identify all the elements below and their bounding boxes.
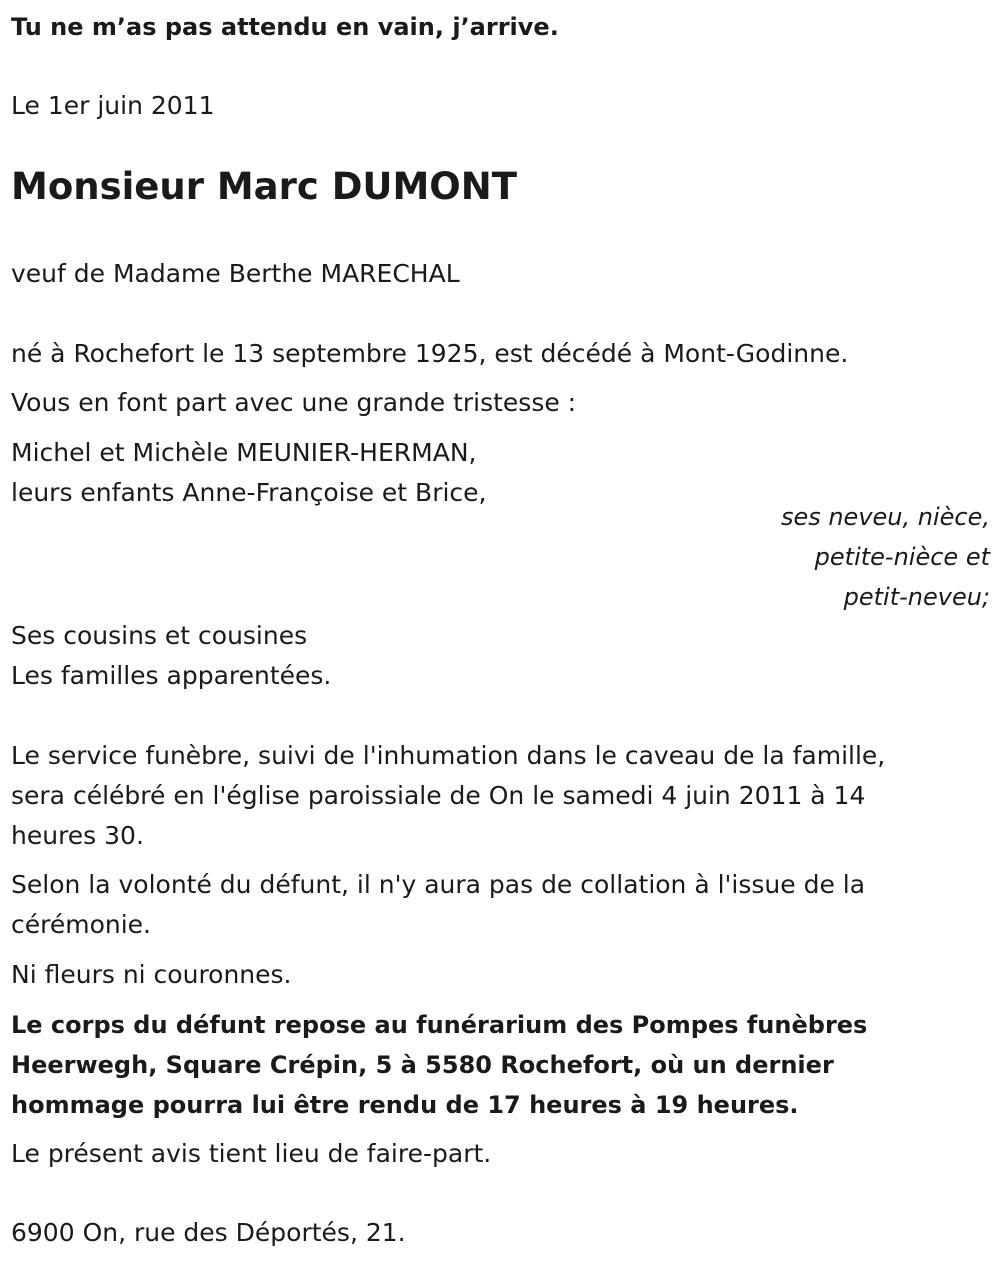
collation-line-1: Selon la volonté du défunt, il n'y aura pas de collation à l'issue de la xyxy=(11,870,866,899)
family-line-1: Michel et Michèle MEUNIER-HERMAN, xyxy=(11,438,477,467)
viewing-line-3: hommage pourra lui être rendu de 17 heures à 19 heures. xyxy=(11,1091,799,1119)
address-line: 6900 On, rue des Déportés, 21. xyxy=(11,1218,406,1247)
collation-line-2: cérémonie. xyxy=(11,910,152,939)
family-relation-line-3: petit-neveu; xyxy=(843,583,990,611)
service-line-2: sera célébré en l'église paroissiale de On le samedi 4 juin 2011 à 14 xyxy=(11,781,866,810)
viewing-line-1: Le corps du défunt repose au funérarium des Pompes funèbres xyxy=(11,1011,868,1039)
family-relation-line-1: ses neveu, nièce, xyxy=(780,503,990,531)
viewing-line-2: Heerwegh, Square Crépin, 5 à 5580 Rochefort, où un dernier xyxy=(11,1051,834,1079)
deceased-name: Monsieur Marc DUMONT xyxy=(11,165,517,208)
notice-date: Le 1er juin 2011 xyxy=(11,91,215,120)
family-line-2: leurs enfants Anne-Françoise et Brice, xyxy=(11,478,487,507)
flowers-line: Ni fleurs ni couronnes. xyxy=(11,960,292,989)
cousins-line: Ses cousins et cousines xyxy=(11,621,308,650)
family-relation-line-2: petite-nièce et xyxy=(814,543,990,571)
faire-part-line: Le présent avis tient lieu de faire-part. xyxy=(11,1139,492,1168)
service-line-1: Le service funèbre, suivi de l'inhumation dans le caveau de la famille, xyxy=(11,741,886,770)
related-families-line: Les familles apparentées. xyxy=(11,661,332,690)
birth-death-text: né à Rochefort le 13 septembre 1925, est décédé à Mont-Godinne. xyxy=(11,339,849,368)
announcement-intro: Vous en font part avec une grande tristesse : xyxy=(11,388,577,417)
epigraph: Tu ne m’as pas attendu en vain, j’arrive. xyxy=(11,13,559,41)
widower-of: veuf de Madame Berthe MARECHAL xyxy=(11,259,460,288)
service-line-3: heures 30. xyxy=(11,821,144,850)
